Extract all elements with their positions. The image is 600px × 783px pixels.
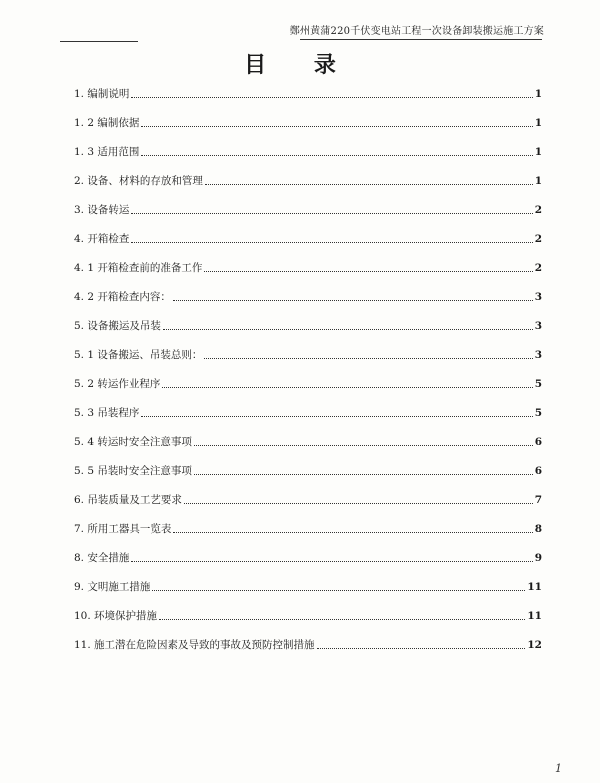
toc-entry[interactable] bbox=[74, 404, 542, 420]
toc-entry-page-number: 1 bbox=[534, 88, 542, 100]
toc-entry-page-number: 6 bbox=[534, 436, 542, 448]
toc-dot-leader bbox=[173, 532, 532, 533]
toc-entry-page-number: 8 bbox=[534, 523, 542, 535]
toc-dot-leader bbox=[141, 126, 532, 127]
toc-entry-label: 6. 吊装质量及工艺要求 bbox=[74, 494, 182, 506]
toc-dot-leader bbox=[205, 184, 533, 185]
toc-entry-label: 10. 环境保护措施 bbox=[74, 610, 158, 622]
toc-entry-label: 5. 4 转运时安全注意事项 bbox=[74, 436, 192, 448]
toc-entry-page-number: 1 bbox=[534, 175, 542, 187]
header-rule-right bbox=[300, 39, 542, 40]
toc-dot-leader bbox=[162, 387, 532, 388]
toc-entry-page-number: 9 bbox=[534, 552, 542, 564]
toc-entry-page-number: 7 bbox=[534, 494, 542, 506]
toc-dot-leader bbox=[194, 445, 533, 446]
toc-entry-label: 9. 文明施工措施 bbox=[74, 581, 151, 593]
toc-entry[interactable] bbox=[74, 288, 542, 304]
toc-dot-leader bbox=[131, 213, 532, 214]
toc-entry[interactable] bbox=[74, 346, 542, 362]
toc-dot-leader bbox=[141, 416, 532, 417]
toc-entry-page-number: 3 bbox=[534, 291, 542, 303]
toc-entry[interactable] bbox=[74, 143, 542, 159]
toc-entry[interactable] bbox=[74, 607, 542, 623]
toc-entry-page-number: 2 bbox=[534, 233, 542, 245]
toc-dot-leader bbox=[184, 503, 533, 504]
toc-entry[interactable] bbox=[74, 636, 542, 652]
toc-entry-page-number: 12 bbox=[527, 639, 542, 651]
toc-entry-page-number: 3 bbox=[534, 320, 542, 332]
toc-entry[interactable] bbox=[74, 230, 542, 246]
toc-entry[interactable] bbox=[74, 85, 542, 101]
toc-entry[interactable] bbox=[74, 259, 542, 275]
toc-entry-page-number: 11 bbox=[527, 581, 542, 593]
toc-entry-label: 5. 1 设备搬运、吊装总则： bbox=[74, 349, 203, 361]
toc-dot-leader bbox=[317, 648, 526, 649]
toc-entry-label: 5. 2 转运作业程序 bbox=[74, 378, 161, 390]
toc-dot-leader bbox=[159, 619, 525, 620]
toc-entry-label: 4. 开箱检查 bbox=[74, 233, 130, 245]
toc-entry-page-number: 1 bbox=[534, 146, 542, 158]
toc-entry[interactable] bbox=[74, 578, 542, 594]
toc-entry-label: 1. 3 适用范围 bbox=[74, 146, 140, 158]
toc-entry[interactable] bbox=[74, 114, 542, 130]
toc-entry-page-number: 5 bbox=[534, 378, 542, 390]
toc-entry[interactable] bbox=[74, 433, 542, 449]
toc-entry[interactable] bbox=[74, 317, 542, 333]
toc-entry-label: 4. 1 开箱检查前的准备工作 bbox=[74, 262, 203, 274]
toc-entry-label: 5. 3 吊装程序 bbox=[74, 407, 140, 419]
toc-entry-label: 2. 设备、材料的存放和管理 bbox=[74, 175, 203, 187]
toc-entry-page-number: 5 bbox=[534, 407, 542, 419]
page-title: 目 录 bbox=[244, 53, 356, 78]
toc-dot-leader bbox=[131, 561, 532, 562]
running-header: 鄭州黄蒲220千伏变电站工程一次设备卸装搬运施工方案 bbox=[289, 26, 544, 37]
toc-entry[interactable] bbox=[74, 520, 542, 536]
toc-dot-leader bbox=[152, 590, 525, 591]
toc-entry-label: 7. 所用工器具一览表 bbox=[74, 523, 172, 535]
toc-entry-page-number: 1 bbox=[534, 117, 542, 129]
toc-dot-leader bbox=[204, 358, 532, 359]
toc-dot-leader bbox=[131, 242, 532, 243]
toc-entry-page-number: 6 bbox=[534, 465, 542, 477]
toc-entry-label: 1. 2 编制依据 bbox=[74, 117, 140, 129]
toc-entry-label: 4. 2 开箱检查内容： bbox=[74, 291, 171, 303]
toc-entry[interactable] bbox=[74, 201, 542, 217]
toc-entry-label: 5. 设备搬运及吊装 bbox=[74, 320, 161, 332]
toc-entry-label: 1. 编制说明 bbox=[74, 88, 130, 100]
toc-entry-label: 3. 设备转运 bbox=[74, 204, 130, 216]
toc-entry[interactable] bbox=[74, 172, 542, 188]
toc-entry-label: 11. 施工潜在危险因素及导致的事故及预防控制措施 bbox=[74, 639, 315, 651]
toc-entry-page-number: 3 bbox=[534, 349, 542, 361]
toc-entry[interactable] bbox=[74, 462, 542, 478]
toc-entry-page-number: 2 bbox=[534, 262, 542, 274]
toc-dot-leader bbox=[131, 97, 532, 98]
toc-entry[interactable] bbox=[74, 375, 542, 391]
toc-entry[interactable] bbox=[74, 549, 542, 565]
toc-entry-page-number: 11 bbox=[527, 610, 542, 622]
toc-dot-leader bbox=[173, 300, 533, 301]
toc-dot-leader bbox=[141, 155, 532, 156]
toc-entry-page-number: 2 bbox=[534, 204, 542, 216]
toc-entry[interactable] bbox=[74, 491, 542, 507]
toc-dot-leader bbox=[194, 474, 533, 475]
header-rule-left bbox=[60, 41, 138, 42]
toc-dot-leader bbox=[163, 329, 533, 330]
toc-dot-leader bbox=[204, 271, 532, 272]
page-corner-mark: 1 bbox=[555, 762, 562, 775]
toc-entry-label: 5. 5 吊装时安全注意事项 bbox=[74, 465, 192, 477]
toc-entry-label: 8. 安全措施 bbox=[74, 552, 130, 564]
